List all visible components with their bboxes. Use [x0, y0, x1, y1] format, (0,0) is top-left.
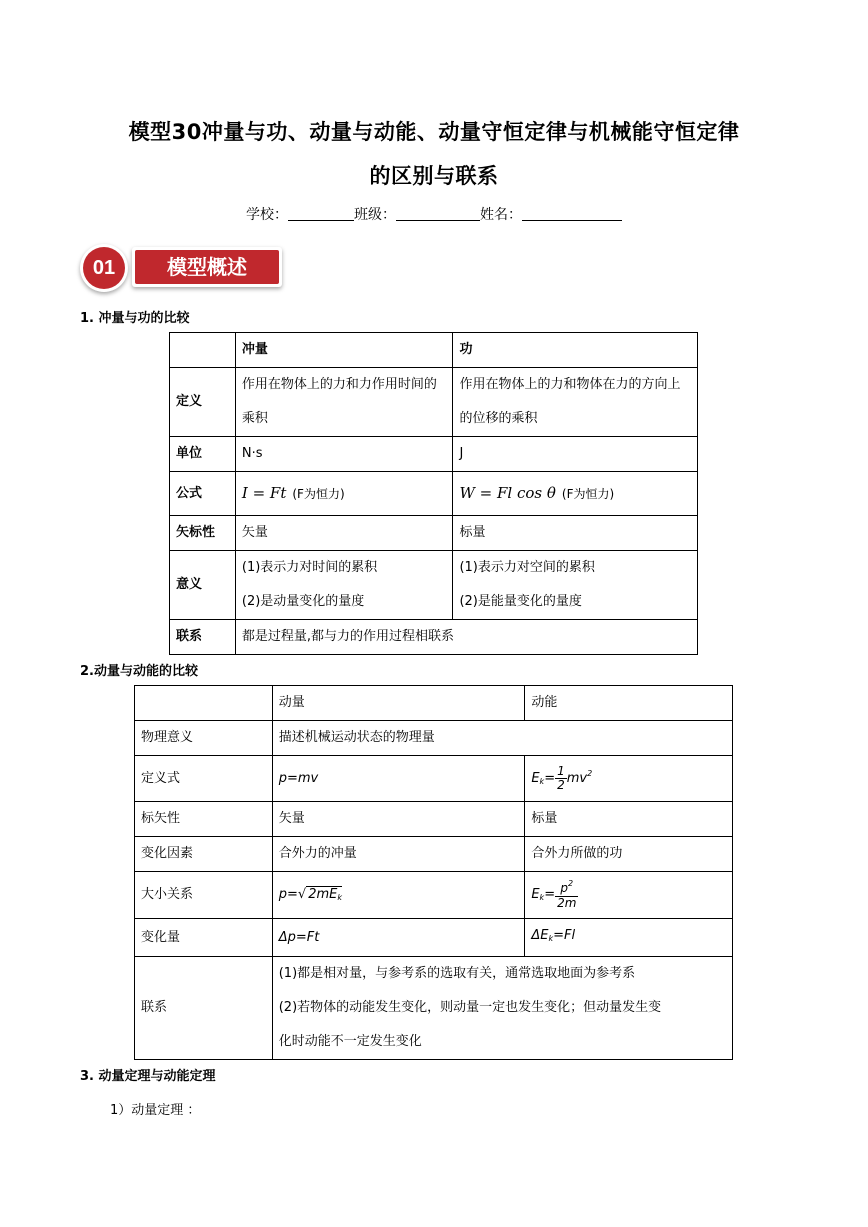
formula-sup: 2 — [568, 879, 574, 889]
fraction-num: 1 — [557, 763, 565, 778]
section1-heading: 1. 冲量与功的比较 — [80, 311, 190, 326]
table-cell — [525, 919, 733, 957]
table-cell — [135, 686, 273, 721]
table-row — [135, 837, 733, 872]
cell-line: (1)表示力对空间的累积 — [459, 560, 595, 575]
row-label: 联系 — [170, 620, 236, 655]
table-cell: N·s — [235, 437, 453, 472]
table-cell: Δp=Ft — [272, 919, 525, 957]
formula-eq: = — [544, 887, 556, 903]
fraction-den: 2 — [557, 778, 565, 792]
table-row — [135, 721, 733, 756]
row-label: 定义 — [170, 368, 236, 437]
section-number: 01 — [83, 247, 125, 289]
fraction-num — [555, 880, 578, 896]
table-row — [135, 802, 733, 837]
section-ribbon — [132, 247, 282, 287]
fraction-den: 2m — [557, 895, 577, 910]
table-cell: p=√ $2mE_k$ — [272, 872, 525, 919]
sqrt-body — [306, 886, 342, 902]
formula-sup: 2 — [587, 769, 593, 778]
momentum-formula: p=mv — [278, 770, 319, 786]
table-cell: 矢量 — [272, 802, 525, 837]
student-info-line — [0, 204, 868, 224]
formula-part: p= — [278, 887, 298, 903]
formula-part: mv — [566, 771, 588, 786]
table-cell: 标量 — [525, 802, 733, 837]
table-cell — [235, 551, 453, 620]
class-label: 班级： — [354, 207, 396, 223]
row-label: 公式 — [170, 472, 236, 516]
table-row — [170, 516, 698, 551]
formula-part: ΔE — [531, 928, 549, 943]
row-label: 意义 — [170, 551, 236, 620]
table-cell — [272, 756, 525, 802]
impulse-work-table — [169, 332, 698, 655]
cell-line: (1)表示力对时间的累积 — [241, 560, 378, 575]
table-cell: J — [453, 437, 698, 472]
formula-eq: = — [544, 771, 556, 786]
table-cell — [525, 872, 733, 919]
formula-sub: k — [539, 893, 545, 903]
formula-part: E — [531, 771, 540, 786]
table-row — [135, 872, 733, 919]
fraction — [555, 880, 578, 909]
table-header-impulse: 冲量 — [235, 333, 453, 368]
table-cell: 作用在物体上的力和力作用时间的乘积 — [235, 368, 453, 437]
table-cell — [272, 957, 732, 1060]
table-cell: 都是过程量,都与力的作用过程相联系 — [235, 620, 697, 655]
class-blank[interactable] — [396, 206, 480, 221]
page-title-line2: 的区别与联系 — [369, 164, 499, 188]
fraction-num-base: p — [560, 881, 569, 896]
work-formula: W = Fl cos θ — [459, 483, 556, 502]
row-label: 标矢性 — [135, 802, 273, 837]
formula-sub: k — [539, 777, 545, 786]
row-label: 物理意义 — [135, 721, 273, 756]
row-label: 定义式 — [135, 756, 273, 802]
table-cell: 矢量 — [235, 516, 453, 551]
row-label: 变化因素 — [135, 837, 273, 872]
school-blank[interactable] — [288, 206, 354, 221]
row-label: 单位 — [170, 437, 236, 472]
page-title-line1: 模型30冲量与功、动量与动能、动量守恒定律与机械能守恒定律 — [128, 120, 740, 144]
table-row — [135, 756, 733, 802]
table-row — [170, 333, 698, 368]
formula-note: (F为恒力) — [561, 486, 615, 501]
impulse-formula: I = Ft — [241, 483, 287, 502]
table-row — [170, 437, 698, 472]
table-row — [135, 686, 733, 721]
fraction — [555, 765, 567, 792]
table-cell: 合外力的冲量 — [272, 837, 525, 872]
table-cell: 描述机械运动状态的物理量 — [272, 721, 732, 756]
table-cell — [453, 551, 698, 620]
section-number-badge — [80, 244, 128, 292]
table-cell — [453, 472, 698, 516]
name-blank[interactable] — [522, 206, 622, 221]
table-row — [170, 620, 698, 655]
row-label: 变化量 — [135, 919, 273, 957]
formula-part: =Fl — [553, 928, 576, 943]
table-header-momentum: 动量 — [272, 686, 525, 721]
school-label: 学校： — [246, 207, 288, 223]
row-label: 矢标性 — [170, 516, 236, 551]
formula-part: 2mE — [308, 887, 338, 903]
table-cell — [235, 472, 453, 516]
formula-part: E — [531, 887, 540, 903]
cell-line: (2)是动量变化的量度 — [241, 594, 365, 609]
table-cell: 作用在物体上的力和物体在力的方向上的位移的乘积 — [453, 368, 698, 437]
row-label: 联系 — [135, 957, 273, 1060]
section3-heading: 3. 动量定理与动能定理 — [80, 1069, 216, 1084]
table-header-kinetic: 动能 — [525, 686, 733, 721]
row-label: 大小关系 — [135, 872, 273, 919]
table-row — [135, 957, 733, 1060]
momentum-kinetic-table — [134, 685, 733, 1060]
table-row — [170, 472, 698, 516]
section2-heading: 2.动量与动能的比较 — [80, 664, 198, 679]
table-cell: 合外力所做的功 — [525, 837, 733, 872]
cell-line: 化时动能不一定发生变化 — [278, 1034, 422, 1049]
formula-note: (F为恒力) — [292, 486, 345, 501]
table-header-work: 功 — [453, 333, 698, 368]
formula-sub: k — [548, 934, 554, 943]
formula-sub: k — [337, 893, 342, 903]
section-banner — [80, 244, 290, 292]
table-cell — [170, 333, 236, 368]
cell-line: (2)若物体的动能发生变化，则动量一定也发生变化；但动量发生变 — [278, 1000, 662, 1015]
table-cell: 标量 — [453, 516, 698, 551]
table-cell — [525, 756, 733, 802]
name-label: 姓名： — [480, 207, 522, 223]
table-row — [170, 551, 698, 620]
table-row — [135, 919, 733, 957]
section-label: 模型概述 — [135, 250, 279, 284]
cell-line: (1)都是相对量，与参考系的选取有关，通常选取地面为参考系 — [278, 966, 636, 981]
cell-line: (2)是能量变化的量度 — [459, 594, 582, 609]
table-row — [170, 368, 698, 437]
section3-subheading: 1）动量定理 ： — [110, 1103, 201, 1118]
